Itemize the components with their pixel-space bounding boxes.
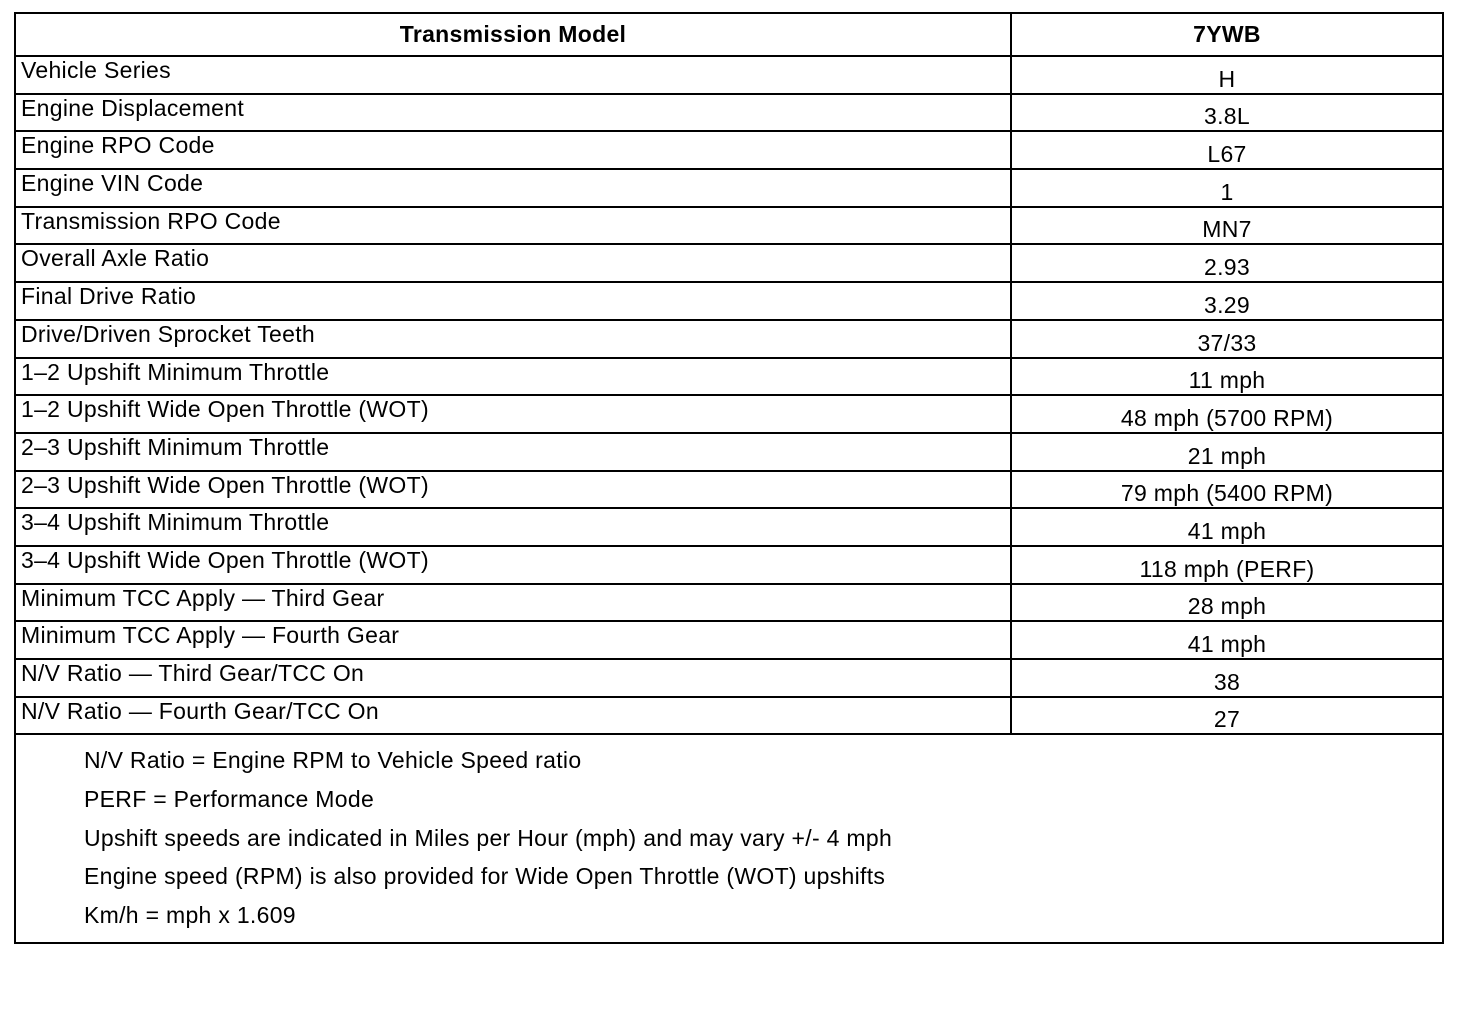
row-value: 21 mph (1011, 433, 1442, 471)
table-row (16, 584, 1442, 622)
row-value: 3.8L (1011, 94, 1442, 132)
row-label: Transmission RPO Code (16, 207, 1011, 245)
row-value: 38 (1011, 659, 1442, 697)
row-value: 3.29 (1011, 282, 1442, 320)
row-label: 1–2 Upshift Wide Open Throttle (WOT) (16, 395, 1011, 433)
row-label: Minimum TCC Apply — Fourth Gear (16, 621, 1011, 659)
row-label: Engine RPO Code (16, 131, 1011, 169)
table-row (16, 471, 1442, 509)
row-value: 37/33 (1011, 320, 1442, 358)
row-label: Overall Axle Ratio (16, 244, 1011, 282)
row-value: H (1011, 56, 1442, 94)
row-label: Vehicle Series (16, 56, 1011, 94)
row-label: 1–2 Upshift Minimum Throttle (16, 358, 1011, 396)
table-row (16, 508, 1442, 546)
row-label: Engine Displacement (16, 94, 1011, 132)
row-label: 2–3 Upshift Minimum Throttle (16, 433, 1011, 471)
row-value: 118 mph (PERF) (1011, 546, 1442, 584)
table-row (16, 244, 1442, 282)
table-row (16, 131, 1442, 169)
header-model: 7YWB (1011, 14, 1442, 56)
footnote-nv-ratio: N/V Ratio = Engine RPM to Vehicle Speed ratio (84, 747, 582, 774)
transmission-spec-table (16, 14, 1442, 735)
footnote-engine-speed: Engine speed (RPM) is also provided for Wide Open Throttle (WOT) upshifts (84, 863, 886, 890)
row-value: 11 mph (1011, 358, 1442, 396)
table-row (16, 621, 1442, 659)
table-row (16, 395, 1442, 433)
row-label: Minimum TCC Apply — Third Gear (16, 584, 1011, 622)
row-value: 79 mph (5400 RPM) (1011, 471, 1442, 509)
table-row (16, 207, 1442, 245)
table-row (16, 659, 1442, 697)
row-label: 3–4 Upshift Wide Open Throttle (WOT) (16, 546, 1011, 584)
row-value: 27 (1011, 697, 1442, 735)
table-row (16, 697, 1442, 735)
table-row (16, 320, 1442, 358)
table-row (16, 94, 1442, 132)
row-label: Drive/Driven Sprocket Teeth (16, 320, 1011, 358)
row-label: N/V Ratio — Fourth Gear/TCC On (16, 697, 1011, 735)
row-value: 1 (1011, 169, 1442, 207)
footnote-upshift-speeds: Upshift speeds are indicated in Miles per Hour (mph) and may vary +/- 4 mph (84, 824, 893, 851)
header-label: Transmission Model (16, 14, 1011, 56)
row-value: MN7 (1011, 207, 1442, 245)
table-row (16, 433, 1442, 471)
footnotes (16, 735, 1442, 942)
row-value: 28 mph (1011, 584, 1442, 622)
table-header-row (16, 14, 1442, 56)
row-value: 2.93 (1011, 244, 1442, 282)
spec-sheet (14, 12, 1444, 944)
table-row (16, 546, 1442, 584)
row-label: Final Drive Ratio (16, 282, 1011, 320)
row-label: N/V Ratio — Third Gear/TCC On (16, 659, 1011, 697)
row-value: L67 (1011, 131, 1442, 169)
table-row (16, 56, 1442, 94)
row-label: 2–3 Upshift Wide Open Throttle (WOT) (16, 471, 1011, 509)
row-value: 48 mph (5700 RPM) (1011, 395, 1442, 433)
row-label: 3–4 Upshift Minimum Throttle (16, 508, 1011, 546)
table-row (16, 358, 1442, 396)
footnote-kmh-conversion: Km/h = mph x 1.609 (84, 901, 296, 928)
footnote-perf: PERF = Performance Mode (84, 785, 375, 812)
row-value: 41 mph (1011, 508, 1442, 546)
row-value: 41 mph (1011, 621, 1442, 659)
row-label: Engine VIN Code (16, 169, 1011, 207)
table-row (16, 169, 1442, 207)
table-row (16, 282, 1442, 320)
